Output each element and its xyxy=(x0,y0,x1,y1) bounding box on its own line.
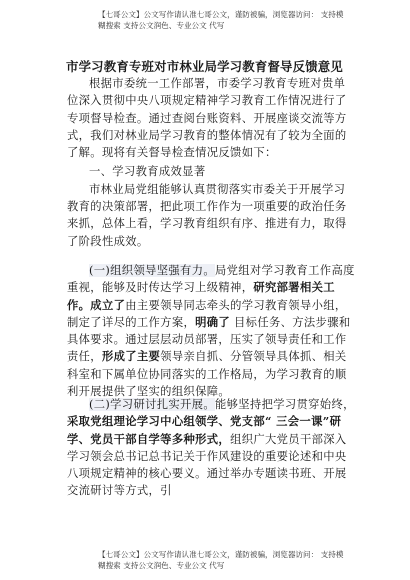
page-footer-watermark xyxy=(98,549,368,571)
subsection-2-bold-2: 党组理论学习中心组领学、党支部“ 三会一课”研学、党员干部自学等多种形式， xyxy=(67,414,342,446)
section-heading-1: 一、学习教育成效显著 xyxy=(89,165,206,179)
subsection-1-bold-3: 形成了主要 xyxy=(101,349,161,364)
footer-line-1: 【七哥公文】公文写作请认准七哥公文，谨防被骗，浏览器访问： 支持模 xyxy=(98,550,344,559)
subsection-1-block xyxy=(67,262,355,400)
section-1-summary-paragraph: 市林业局党组能够认真贯彻落实市委关于开展学习教育的决策部署，把此项工作作为一项重要的政治任务来抓，总体上看，学习教育组织有序、推进有力，取得了阶段性成效。 xyxy=(67,182,347,248)
subsection-2-bold-1: 采取 xyxy=(67,414,91,429)
header-line-2: 糊搜索 支持公文润色、专业公文 代写 xyxy=(98,21,225,30)
page-header-watermark xyxy=(98,9,368,31)
subsection-2-lead: (二)学习研讨扎实开展。 xyxy=(89,398,215,411)
intro-paragraph: 根据市委统一工作部署，市委学习教育专班对贵单位深入贯彻中央八项规定精神学习教育工作情况进行了专项督导检查。通过查阅台账资料、开展座谈交流等方式，我们对林业局学习教育的整体情况有了较为全面的了解。现将有关督导检查情况反馈如下： xyxy=(67,77,347,160)
subsection-2-paragraph xyxy=(67,396,355,500)
subsection-1-bold-1: 研究部署相关工作。成立了 xyxy=(67,280,335,312)
subsection-1-lead: (一)组织领导坚强有力。 xyxy=(89,264,215,277)
subsection-1-bold-2: 明确了 xyxy=(195,314,231,329)
subsection-1-text-4: 领导亲自抓、分管领导具体抓、相关科室和下属单位协同落实的工作格局，为学习教育的顺利开展提供了坚实的组织保障。 xyxy=(67,350,347,399)
subsection-1-text-3: 目标任务、方法步骤和具体要求。通过层层动员部署，压实了领导责任和工作责任， xyxy=(67,315,351,364)
document-body xyxy=(67,75,355,250)
subsection-1-text-1: 局党组对学习教育工作高度重视，能够及时传达学习上级精神， xyxy=(67,264,355,295)
subsection-1-paragraph xyxy=(67,262,355,400)
footer-line-2: 糊搜索 支持公文润色、专业公文 代写 xyxy=(98,561,225,570)
subsection-2-block xyxy=(67,396,355,500)
document-title: 市学习教育专班对市林业局学习教育督导反馈意见 xyxy=(66,59,343,74)
subsection-2-text-2: 组织广大党员干部深入学习领会总书记总书记关于作风建设的重要论述和中央八项规定精神的核心要义。通过举办专题读书班、开展交流研讨等方式，引 xyxy=(67,432,347,498)
header-line-1: 【七哥公文】公文写作请认准七哥公文，谨防被骗，浏览器访问： 支持模 xyxy=(98,10,344,19)
subsection-2-text-1: 能够坚持把学习贯穿始终， xyxy=(214,398,355,411)
subsection-1-text-2: 由主要领导同志牵头的学习教育领导小组，制定了详尽的工作方案， xyxy=(67,298,347,329)
